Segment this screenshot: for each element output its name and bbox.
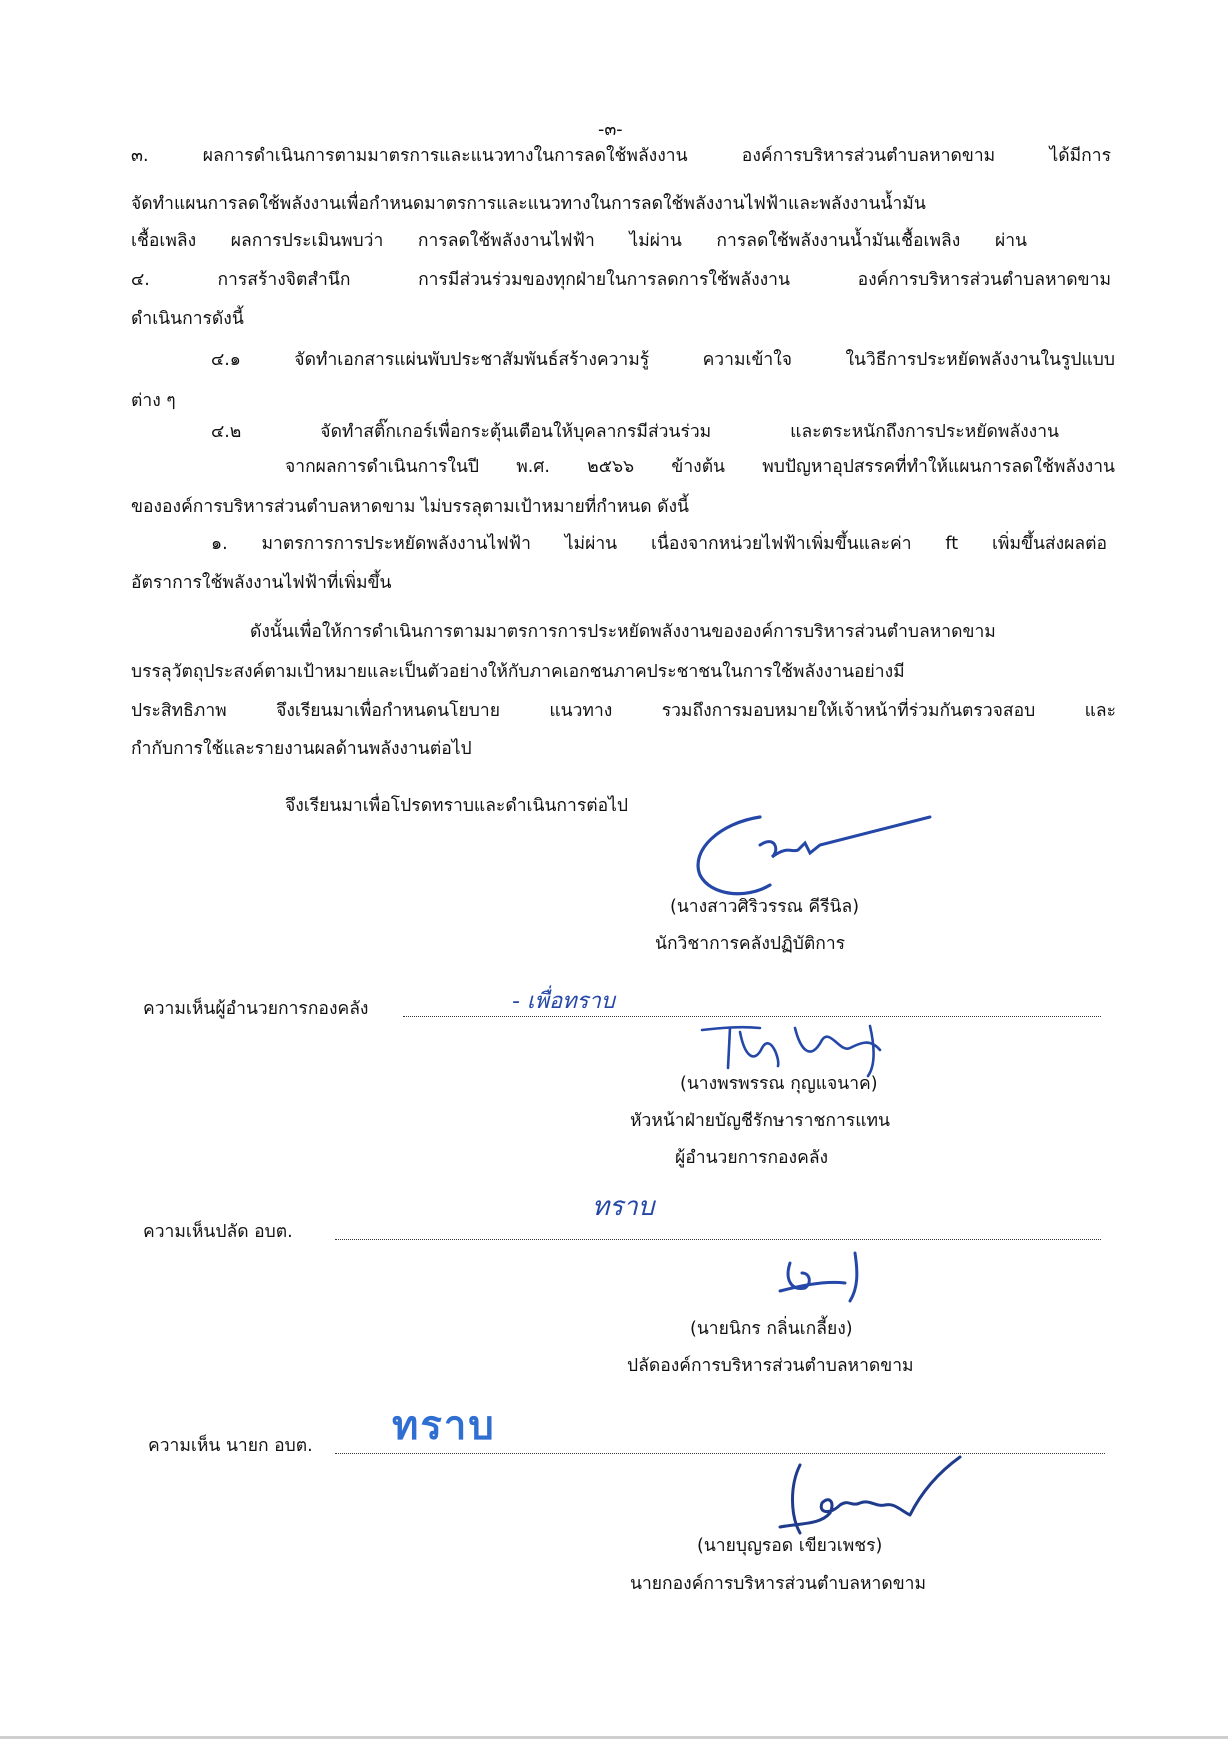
palad-signatory-position: ปลัดองค์การบริหารส่วนตำบลหาดขาม: [627, 1356, 914, 1376]
signatory-1-name: (นางสาวศิริวรรณ คีรีนิล): [670, 897, 860, 917]
problem-item-1-line-2: อัตราการใช้พลังงานไฟฟ้าที่เพิ่มขึ้น: [131, 573, 392, 593]
item-4-1-line-2: ต่าง ๆ: [131, 391, 176, 411]
finance-signatory-position-1: หัวหน้าฝ่ายบัญชีรักษาราชการแทน: [630, 1111, 890, 1131]
finance-opinion-handwritten: - เพื่อทราบ: [512, 989, 615, 1014]
result-line-1: จากผลการดำเนินการในปี พ.ศ. ๒๕๖๖ ข้างต้น พบปัญหาอุปสรรคที่ทำให้แผนการลดใช้พลังงาน: [285, 457, 1115, 477]
paragraph-3-line-1: ๓. ผลการดำเนินการตามมาตรการและแนวทางในการลดใช้พลังงาน องค์การบริหารส่วนตำบลหาดขาม ได้มีการ: [131, 146, 1111, 166]
palad-opinion-handwritten: ทราบ: [592, 1192, 655, 1222]
mayor-opinion-dotted-line: [335, 1453, 1105, 1454]
paragraph-3-line-3: เชื้อเพลิง ผลการประเมินพบว่า การลดใช้พลังงานไฟฟ้า ไม่ผ่าน การลดใช้พลังงานน้ำมันเชื้อเพลิง ผ่าน: [131, 231, 1027, 251]
conclusion-line-1: ดังนั้นเพื่อให้การดำเนินการตามมาตรการการประหยัดพลังงานขององค์การบริหารส่วนตำบลหาดขาม: [250, 622, 996, 642]
finance-opinion-label: ความเห็นผู้อำนวยการกองคลัง: [143, 999, 369, 1019]
palad-signatory-name: (นายนิกร กลิ่นเกลี้ยง): [690, 1319, 853, 1339]
palad-opinion-label: ความเห็นปลัด อบต.: [143, 1222, 293, 1242]
page-number: -๓-: [598, 120, 623, 140]
mayor-opinion-stamp: ทราบ: [392, 1403, 496, 1449]
palad-opinion-dotted-line: [335, 1239, 1101, 1240]
conclusion-line-4: กำกับการใช้และรายงานผลด้านพลังงานต่อไป: [131, 739, 472, 759]
result-line-2: ขององค์การบริหารส่วนตำบลหาดขาม ไม่บรรลุตามเป้าหมายที่กำหนด ดังนี้: [131, 497, 690, 517]
item-4-2-line-1: ๔.๒ จัดทำสติ๊กเกอร์เพื่อกระตุ้นเตือนให้บุคลากรมีส่วนร่วม และตระหนักถึงการประหยัดพลังงาน: [211, 422, 1059, 442]
scan-bottom-edge: [0, 1736, 1228, 1739]
signature-3: [770, 1243, 890, 1313]
signatory-1-position: นักวิชาการคลังปฏิบัติการ: [655, 934, 846, 954]
conclusion-line-3: ประสิทธิภาพ จึงเรียนมาเพื่อกำหนดนโยบาย แนวทาง รวมถึงการมอบหมายให้เจ้าหน้าที่ร่วมกันตรวจสอบ และ: [131, 701, 1116, 721]
conclusion-line-2: บรรลุวัตถุประสงค์ตามเป้าหมายและเป็นตัวอย่างให้กับภาคเอกชนภาคประชาชนในการใช้พลังงานอย่างมี: [131, 662, 905, 682]
finance-opinion-dotted-line: [403, 1016, 1101, 1017]
mayor-signatory-name: (นายบุญรอด เขียวเพชร): [697, 1536, 883, 1556]
paragraph-4-line-2: ดำเนินการดังนี้: [131, 309, 244, 329]
mayor-signatory-position: นายกองค์การบริหารส่วนตำบลหาดขาม: [630, 1574, 927, 1594]
problem-item-1-line-1: ๑. มาตรการการประหยัดพลังงานไฟฟ้า ไม่ผ่าน เนื่องจากหน่วยไฟฟ้าเพิ่มขึ้นและค่า ft เพิ่มขึ้นส่งผลต่อ: [211, 534, 1107, 554]
item-4-1-line-1: ๔.๑ จัดทำเอกสารแผ่นพับประชาสัมพันธ์สร้างความรู้ ความเข้าใจ ในวิธีการประหยัดพลังงานในรูปแบบ: [211, 350, 1115, 370]
closing-line: จึงเรียนมาเพื่อโปรดทราบและดำเนินการต่อไป: [285, 796, 629, 816]
finance-signatory-name: (นางพรพรรณ กุญแจนาค): [680, 1074, 878, 1094]
paragraph-4-line-1: ๔. การสร้างจิตสำนึก การมีส่วนร่วมของทุกฝ่ายในการลดการใช้พลังงาน องค์การบริหารส่วนตำบลหาดขาม: [131, 270, 1111, 290]
paragraph-3-line-2: จัดทำแผนการลดใช้พลังงานเพื่อกำหนดมาตรการและแนวทางในการลดใช้พลังงานไฟฟ้าและพลังงานน้ำมัน: [131, 194, 926, 214]
finance-signatory-position-2: ผู้อำนวยการกองคลัง: [675, 1148, 829, 1168]
mayor-opinion-label: ความเห็น นายก อบต.: [148, 1436, 313, 1456]
